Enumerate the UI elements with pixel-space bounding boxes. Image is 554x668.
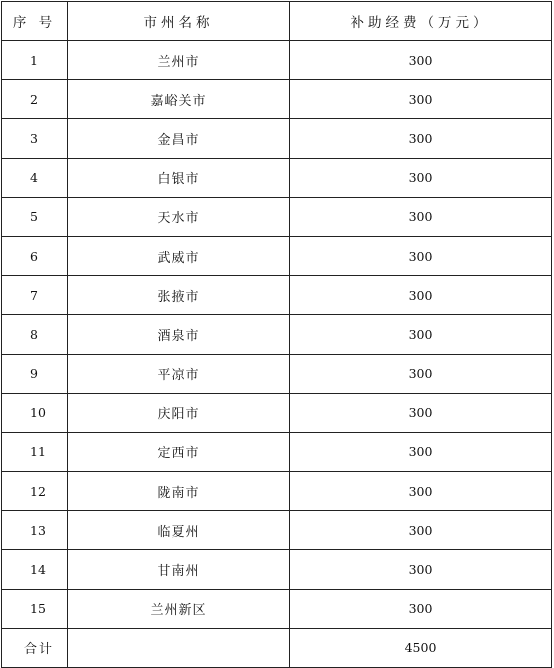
header-subsidy-funds: 补助经费（万元）	[290, 2, 552, 41]
cell-serial-number: 8	[2, 315, 68, 354]
cell-subsidy-funds: 300	[290, 158, 552, 197]
cell-serial-number: 10	[2, 393, 68, 432]
cell-subsidy-funds: 300	[290, 550, 552, 589]
cell-subsidy-funds: 300	[290, 119, 552, 158]
table-row	[2, 393, 552, 432]
table-body	[2, 41, 552, 668]
cell-serial-number: 4	[2, 158, 68, 197]
table-row	[2, 511, 552, 550]
table-row	[2, 236, 552, 275]
total-row	[2, 628, 552, 667]
total-label: 合计	[2, 628, 68, 667]
table-row	[2, 472, 552, 511]
cell-serial-number: 3	[2, 119, 68, 158]
cell-serial-number: 2	[2, 80, 68, 119]
cell-city-name: 陇南市	[68, 472, 290, 511]
table-row	[2, 589, 552, 628]
table-row	[2, 315, 552, 354]
cell-subsidy-funds: 300	[290, 354, 552, 393]
table-row	[2, 41, 552, 80]
cell-subsidy-funds: 300	[290, 393, 552, 432]
cell-serial-number: 6	[2, 236, 68, 275]
cell-serial-number: 11	[2, 432, 68, 471]
cell-city-name: 定西市	[68, 432, 290, 471]
subsidy-table	[1, 1, 552, 668]
cell-city-name: 临夏州	[68, 511, 290, 550]
cell-city-name: 兰州市	[68, 41, 290, 80]
header-city-name: 市州名称	[68, 2, 290, 41]
cell-subsidy-funds: 300	[290, 236, 552, 275]
table-row	[2, 80, 552, 119]
cell-city-name: 兰州新区	[68, 589, 290, 628]
cell-serial-number: 5	[2, 197, 68, 236]
cell-city-name: 嘉峪关市	[68, 80, 290, 119]
total-city-cell	[68, 628, 290, 667]
table-row	[2, 276, 552, 315]
cell-city-name: 酒泉市	[68, 315, 290, 354]
cell-city-name: 天水市	[68, 197, 290, 236]
table-row	[2, 197, 552, 236]
cell-city-name: 张掖市	[68, 276, 290, 315]
table-row	[2, 354, 552, 393]
cell-city-name: 白银市	[68, 158, 290, 197]
cell-serial-number: 7	[2, 276, 68, 315]
table-row	[2, 432, 552, 471]
cell-city-name: 金昌市	[68, 119, 290, 158]
cell-serial-number: 15	[2, 589, 68, 628]
cell-subsidy-funds: 300	[290, 511, 552, 550]
cell-city-name: 武威市	[68, 236, 290, 275]
cell-subsidy-funds: 300	[290, 315, 552, 354]
cell-subsidy-funds: 300	[290, 472, 552, 511]
cell-subsidy-funds: 300	[290, 41, 552, 80]
cell-subsidy-funds: 300	[290, 276, 552, 315]
table-header-row	[2, 2, 552, 41]
table-row	[2, 119, 552, 158]
cell-subsidy-funds: 300	[290, 197, 552, 236]
total-subsidy-funds: 4500	[290, 628, 552, 667]
cell-subsidy-funds: 300	[290, 589, 552, 628]
cell-subsidy-funds: 300	[290, 432, 552, 471]
cell-serial-number: 1	[2, 41, 68, 80]
table-row	[2, 158, 552, 197]
cell-city-name: 甘南州	[68, 550, 290, 589]
cell-subsidy-funds: 300	[290, 80, 552, 119]
cell-city-name: 平凉市	[68, 354, 290, 393]
table-row	[2, 550, 552, 589]
cell-serial-number: 13	[2, 511, 68, 550]
header-serial-number: 序 号	[2, 2, 68, 41]
cell-serial-number: 14	[2, 550, 68, 589]
cell-serial-number: 12	[2, 472, 68, 511]
cell-city-name: 庆阳市	[68, 393, 290, 432]
cell-serial-number: 9	[2, 354, 68, 393]
